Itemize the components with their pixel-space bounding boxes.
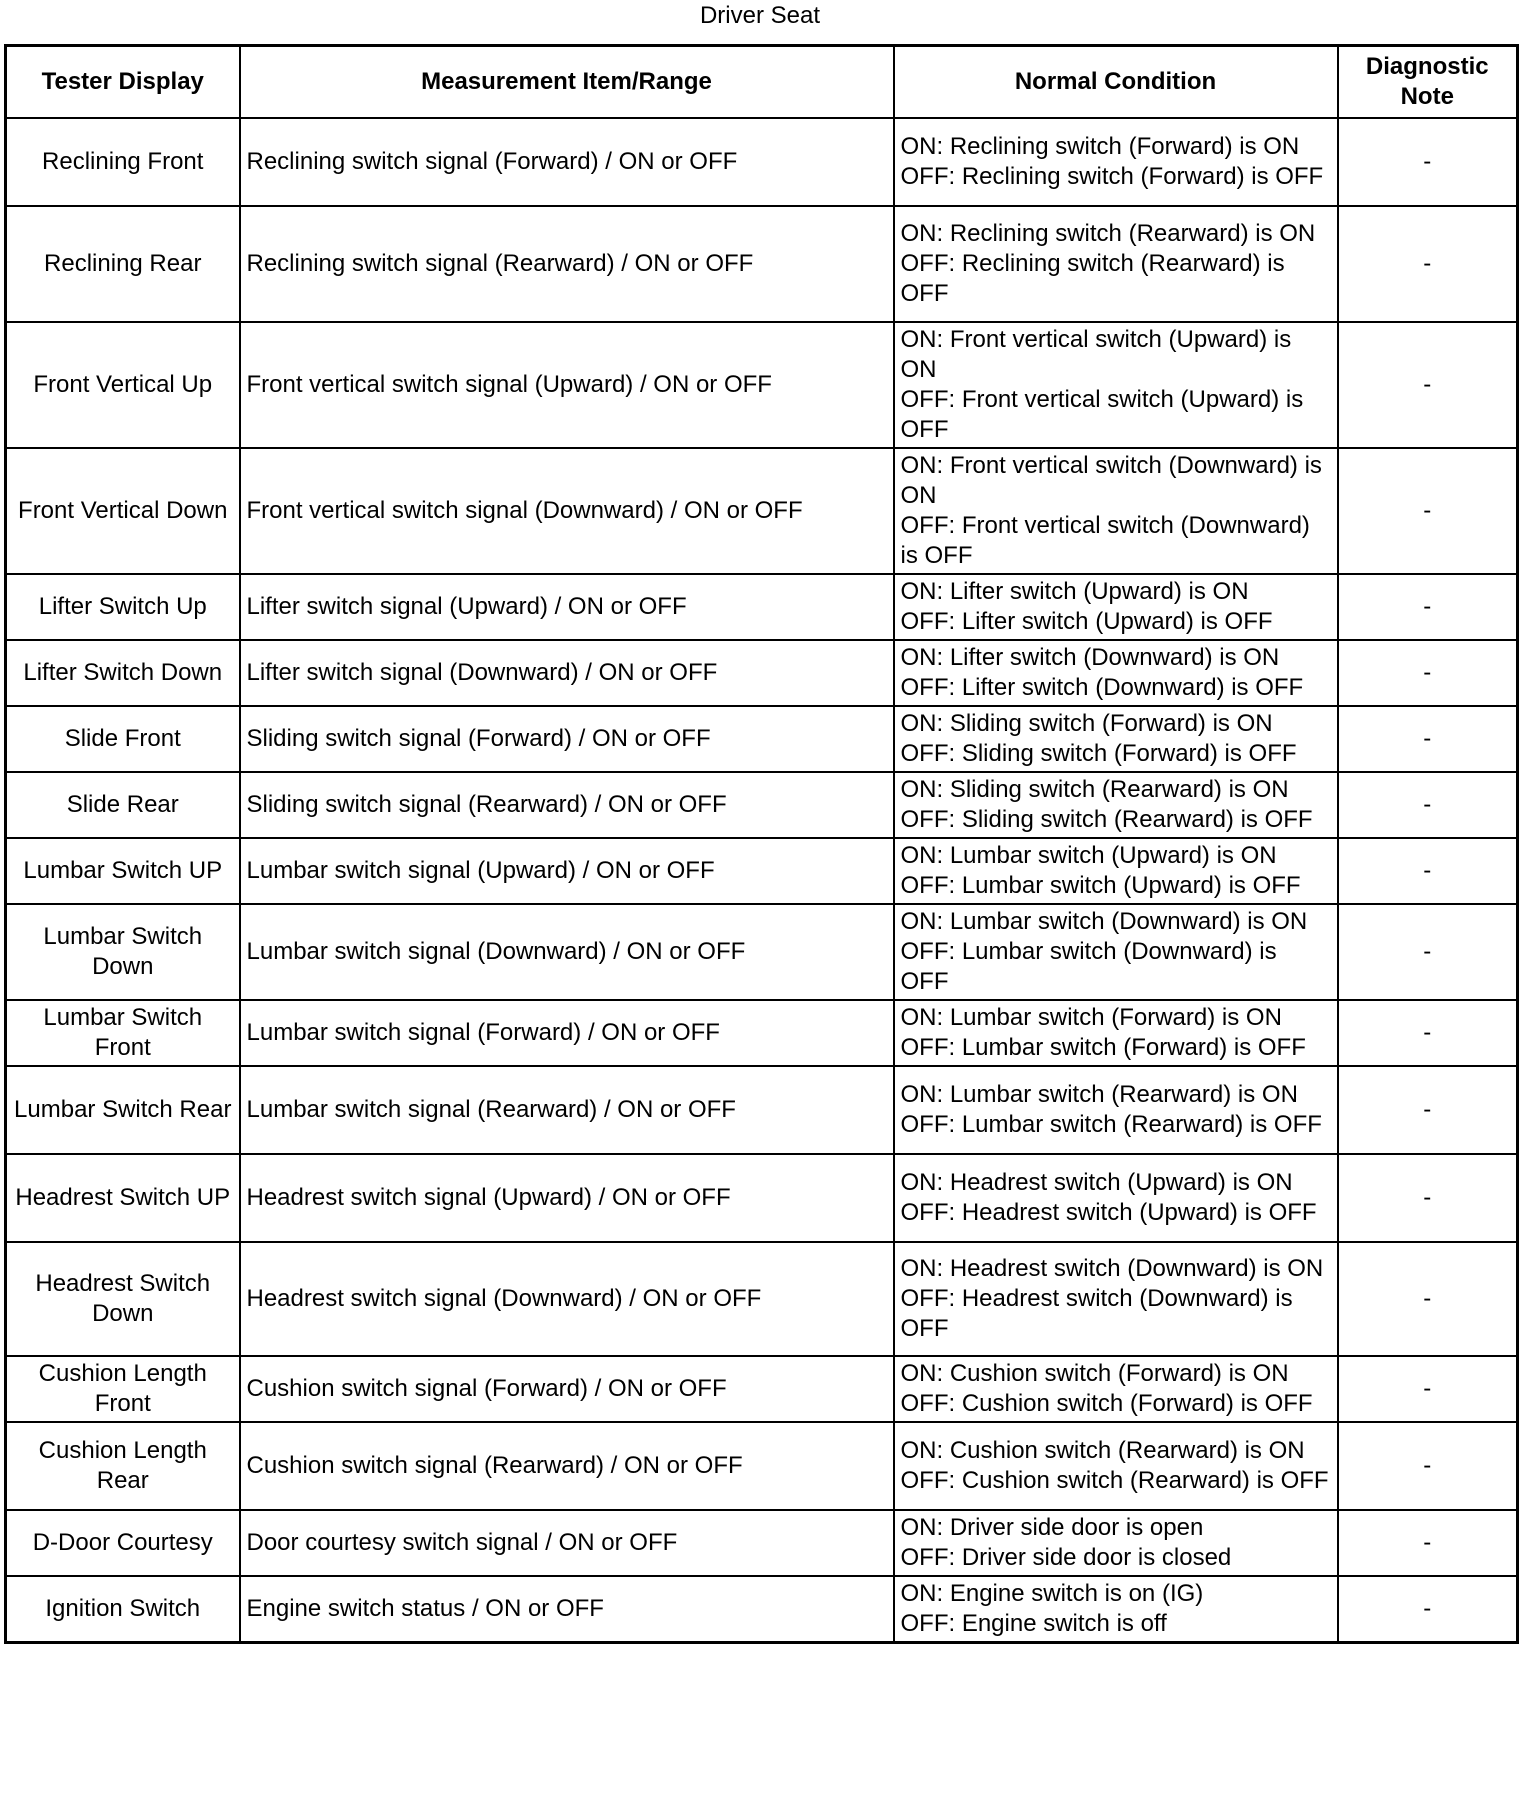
diagnostic-note-cell: -: [1338, 1422, 1518, 1510]
measurement-cell: Lumbar switch signal (Forward) / ON or OFF: [240, 1000, 894, 1066]
table-row: [6, 206, 1518, 322]
tester-display-cell: Lifter Switch Up: [6, 574, 240, 640]
measurement-cell: Sliding switch signal (Forward) / ON or OFF: [240, 706, 894, 772]
normal-condition-cell: ON: Cushion switch (Rearward) is ON OFF: Cushion switch (Rearward) is OFF: [894, 1422, 1338, 1510]
tester-display-cell: Reclining Front: [6, 118, 240, 206]
diagnostic-note-cell: -: [1338, 1154, 1518, 1242]
diagnostic-note-cell: -: [1338, 640, 1518, 706]
normal-condition-cell: ON: Engine switch is on (IG) OFF: Engine switch is off: [894, 1576, 1338, 1643]
measurement-cell: Sliding switch signal (Rearward) / ON or OFF: [240, 772, 894, 838]
normal-condition-cell: ON: Front vertical switch (Downward) is ON OFF: Front vertical switch (Downward) is OFF: [894, 448, 1338, 574]
table-row: [6, 1422, 1518, 1510]
normal-condition-cell: ON: Lifter switch (Downward) is ON OFF: Lifter switch (Downward) is OFF: [894, 640, 1338, 706]
measurement-cell: Engine switch status / ON or OFF: [240, 1576, 894, 1643]
measurement-cell: Door courtesy switch signal / ON or OFF: [240, 1510, 894, 1576]
diagnostic-note-cell: -: [1338, 206, 1518, 322]
measurement-cell: Reclining switch signal (Forward) / ON or OFF: [240, 118, 894, 206]
table-caption: Driver Seat: [699, 2, 821, 29]
measurement-cell: Headrest switch signal (Upward) / ON or OFF: [240, 1154, 894, 1242]
table-row: [6, 838, 1518, 904]
table-row: [6, 1242, 1518, 1356]
table-row: [6, 574, 1518, 640]
measurement-cell: Lifter switch signal (Upward) / ON or OFF: [240, 574, 894, 640]
diagnostic-note-cell: -: [1338, 706, 1518, 772]
table-row: [6, 118, 1518, 206]
normal-condition-cell: ON: Lifter switch (Upward) is ON OFF: Lifter switch (Upward) is OFF: [894, 574, 1338, 640]
normal-condition-cell: ON: Headrest switch (Downward) is ON OFF: Headrest switch (Downward) is OFF: [894, 1242, 1338, 1356]
normal-condition-cell: ON: Sliding switch (Forward) is ON OFF: Sliding switch (Forward) is OFF: [894, 706, 1338, 772]
table-row: [6, 772, 1518, 838]
tester-display-cell: Front Vertical Down: [6, 448, 240, 574]
tester-display-cell: Cushion Length Front: [6, 1356, 240, 1422]
table-row: [6, 1066, 1518, 1154]
normal-condition-cell: ON: Driver side door is open OFF: Driver side door is closed: [894, 1510, 1338, 1576]
tester-display-cell: Lifter Switch Down: [6, 640, 240, 706]
tester-display-cell: Cushion Length Rear: [6, 1422, 240, 1510]
diagnostic-note-cell: -: [1338, 448, 1518, 574]
tester-display-cell: Lumbar Switch Rear: [6, 1066, 240, 1154]
diagnostic-note-cell: -: [1338, 574, 1518, 640]
header-row: [6, 46, 1518, 119]
normal-condition-cell: ON: Sliding switch (Rearward) is ON OFF: Sliding switch (Rearward) is OFF: [894, 772, 1338, 838]
measurement-cell: Front vertical switch signal (Upward) / ON or OFF: [240, 322, 894, 448]
table-row: [6, 322, 1518, 448]
measurement-cell: Headrest switch signal (Downward) / ON or OFF: [240, 1242, 894, 1356]
col-header-measurement: Measurement Item/Range: [240, 46, 894, 119]
col-header-normal-condition: Normal Condition: [894, 46, 1338, 119]
normal-condition-cell: ON: Cushion switch (Forward) is ON OFF: Cushion switch (Forward) is OFF: [894, 1356, 1338, 1422]
measurement-cell: Lumbar switch signal (Upward) / ON or OFF: [240, 838, 894, 904]
normal-condition-cell: ON: Lumbar switch (Forward) is ON OFF: Lumbar switch (Forward) is OFF: [894, 1000, 1338, 1066]
table-row: [6, 1576, 1518, 1643]
tester-display-cell: D-Door Courtesy: [6, 1510, 240, 1576]
normal-condition-cell: ON: Reclining switch (Rearward) is ON OFF: Reclining switch (Rearward) is OFF: [894, 206, 1338, 322]
diagnostic-note-cell: -: [1338, 904, 1518, 1000]
tester-display-cell: Front Vertical Up: [6, 322, 240, 448]
tester-display-cell: Ignition Switch: [6, 1576, 240, 1643]
diagnostic-note-cell: -: [1338, 838, 1518, 904]
normal-condition-cell: ON: Lumbar switch (Downward) is ON OFF: Lumbar switch (Downward) is OFF: [894, 904, 1338, 1000]
table-row: [6, 448, 1518, 574]
diagnostic-note-cell: -: [1338, 772, 1518, 838]
data-list-table: [4, 44, 1519, 1644]
measurement-cell: Cushion switch signal (Forward) / ON or OFF: [240, 1356, 894, 1422]
measurement-cell: Lifter switch signal (Downward) / ON or OFF: [240, 640, 894, 706]
table-row: [6, 1154, 1518, 1242]
normal-condition-cell: ON: Lumbar switch (Rearward) is ON OFF: Lumbar switch (Rearward) is OFF: [894, 1066, 1338, 1154]
measurement-cell: Reclining switch signal (Rearward) / ON or OFF: [240, 206, 894, 322]
diagnostic-note-cell: -: [1338, 1000, 1518, 1066]
table-row: [6, 640, 1518, 706]
normal-condition-cell: ON: Reclining switch (Forward) is ON OFF: Reclining switch (Forward) is OFF: [894, 118, 1338, 206]
tester-display-cell: Slide Front: [6, 706, 240, 772]
diagnostic-note-cell: -: [1338, 322, 1518, 448]
measurement-cell: Lumbar switch signal (Rearward) / ON or OFF: [240, 1066, 894, 1154]
normal-condition-cell: ON: Headrest switch (Upward) is ON OFF: Headrest switch (Upward) is OFF: [894, 1154, 1338, 1242]
measurement-cell: Lumbar switch signal (Downward) / ON or OFF: [240, 904, 894, 1000]
diagnostic-note-cell: -: [1338, 1242, 1518, 1356]
diagnostic-note-cell: -: [1338, 1356, 1518, 1422]
tester-display-cell: Lumbar Switch UP: [6, 838, 240, 904]
diagnostic-note-cell: -: [1338, 118, 1518, 206]
diagnostic-note-cell: -: [1338, 1066, 1518, 1154]
measurement-cell: Front vertical switch signal (Downward) / ON or OFF: [240, 448, 894, 574]
diagnostic-note-cell: -: [1338, 1510, 1518, 1576]
tester-display-cell: Reclining Rear: [6, 206, 240, 322]
normal-condition-cell: ON: Lumbar switch (Upward) is ON OFF: Lumbar switch (Upward) is OFF: [894, 838, 1338, 904]
tester-display-cell: Headrest Switch UP: [6, 1154, 240, 1242]
tester-display-cell: Lumbar Switch Front: [6, 1000, 240, 1066]
table-row: [6, 1356, 1518, 1422]
table-row: [6, 904, 1518, 1000]
table-row: [6, 1000, 1518, 1066]
col-header-diagnostic-note: Diagnostic Note: [1338, 46, 1518, 119]
table-row: [6, 706, 1518, 772]
tester-display-cell: Slide Rear: [6, 772, 240, 838]
table-row: [6, 1510, 1518, 1576]
tester-display-cell: Headrest Switch Down: [6, 1242, 240, 1356]
measurement-cell: Cushion switch signal (Rearward) / ON or OFF: [240, 1422, 894, 1510]
diagnostic-note-cell: -: [1338, 1576, 1518, 1643]
col-header-tester-display: Tester Display: [6, 46, 240, 119]
tester-display-cell: Lumbar Switch Down: [6, 904, 240, 1000]
normal-condition-cell: ON: Front vertical switch (Upward) is ON OFF: Front vertical switch (Upward) is OFF: [894, 322, 1338, 448]
